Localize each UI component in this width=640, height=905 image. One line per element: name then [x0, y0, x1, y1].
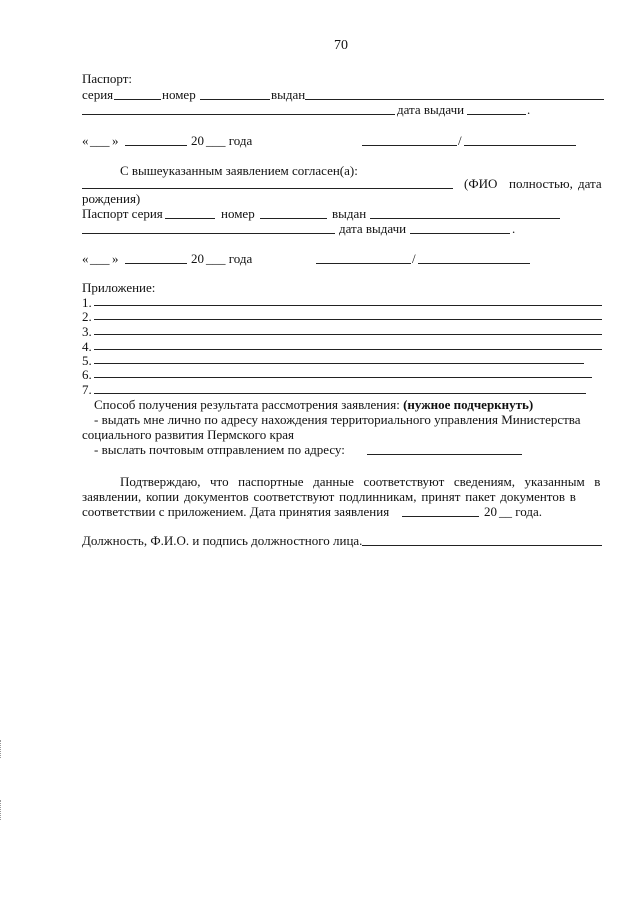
- year-prefix: 20: [484, 504, 497, 519]
- attachment-field[interactable]: [94, 349, 602, 350]
- confirmation-text: Подтверждаю, что паспортные данные соответствуют сведениям, указанным в: [120, 474, 601, 489]
- issued-by-field-continued[interactable]: [82, 114, 395, 115]
- attachment-number: 1.: [82, 295, 92, 310]
- attachment-field[interactable]: [94, 363, 584, 364]
- day-blank: ___: [90, 133, 110, 148]
- year-suffix: ___ года: [206, 133, 253, 148]
- attachment-number: 7.: [82, 382, 92, 397]
- result-method-line: [94, 397, 533, 412]
- day-blank: ___: [90, 251, 110, 266]
- attachment-field[interactable]: [94, 377, 592, 378]
- result-option-in-person[interactable]: - выдать мне лично по адресу нахождения территориального управления Министерства: [94, 412, 581, 427]
- attachment-number: 2.: [82, 309, 92, 324]
- passport-heading: Паспорт:: [82, 71, 133, 86]
- quote-close: »: [112, 133, 119, 148]
- attachment-field[interactable]: [94, 319, 602, 320]
- consent-issued-by-field-continued[interactable]: [82, 233, 335, 234]
- consent-issue-date-field[interactable]: [410, 233, 510, 234]
- consent-text: С вышеуказанным заявлением согласен(а):: [120, 163, 358, 178]
- attachment-number: 4.: [82, 339, 92, 354]
- result-method-note: (нужное подчеркнуть): [403, 397, 534, 412]
- period: .: [512, 221, 516, 236]
- fio-note: (ФИО: [464, 176, 498, 191]
- fio-note: дата: [578, 176, 602, 191]
- page-number: 70: [334, 38, 348, 53]
- result-option-in-person-cont[interactable]: социального развития Пермского края: [82, 427, 295, 442]
- scan-mark: [0, 800, 3, 820]
- issue-date-label: дата выдачи: [397, 102, 465, 117]
- attachment-field[interactable]: [94, 334, 602, 335]
- name-field[interactable]: [418, 263, 530, 264]
- year-prefix: 20: [191, 133, 204, 148]
- result-option-by-post[interactable]: - выслать почтовым отправлением по адресу:: [94, 442, 345, 457]
- number-field[interactable]: [200, 99, 270, 100]
- fio-field[interactable]: [82, 188, 453, 189]
- attachment-number: 5.: [82, 353, 92, 368]
- result-method-intro: Способ получения результата рассмотрения заявления:: [94, 397, 400, 412]
- year-prefix: 20: [191, 251, 204, 266]
- signature-field[interactable]: [316, 263, 411, 264]
- consent-number-label: номер: [221, 206, 255, 221]
- quote-open: «: [82, 133, 89, 148]
- issued-label: выдан: [271, 87, 306, 102]
- fio-note: рождения): [82, 191, 141, 206]
- official-signature-field[interactable]: [362, 545, 602, 546]
- passport-series-label: Паспорт серия: [82, 206, 163, 221]
- attachment-number: 3.: [82, 324, 92, 339]
- series-field[interactable]: [114, 99, 161, 100]
- year-suffix: __ года.: [499, 504, 543, 519]
- period: .: [527, 102, 531, 117]
- name-field[interactable]: [464, 145, 576, 146]
- quote-open: «: [82, 251, 89, 266]
- month-field[interactable]: [125, 263, 187, 264]
- signature-field[interactable]: [362, 145, 457, 146]
- month-field[interactable]: [125, 145, 187, 146]
- postal-address-field[interactable]: [367, 454, 522, 455]
- attachment-field[interactable]: [94, 393, 586, 394]
- number-label: номер: [162, 87, 196, 102]
- fio-note: полностью,: [509, 176, 573, 191]
- official-label: Должность, Ф.И.О. и подпись должностного лица.: [82, 533, 363, 548]
- slash: /: [412, 251, 416, 266]
- attachment-field[interactable]: [94, 305, 602, 306]
- consent-issued-label: выдан: [332, 206, 367, 221]
- quote-close: »: [112, 251, 119, 266]
- attachment-heading: Приложение:: [82, 280, 156, 295]
- confirmation-text: заявлении, копии документов соответствуют подлинникам, принят пакет документов в: [82, 489, 576, 504]
- consent-number-field[interactable]: [260, 218, 327, 219]
- series-label: серия: [82, 87, 114, 102]
- consent-series-field[interactable]: [165, 218, 215, 219]
- issued-by-field[interactable]: [305, 99, 604, 100]
- issue-date-field[interactable]: [467, 114, 526, 115]
- slash: /: [458, 133, 462, 148]
- consent-issued-by-field[interactable]: [370, 218, 560, 219]
- confirmation-text: соответствии с приложением. Дата принятия заявления: [82, 504, 390, 519]
- consent-issue-date-label: дата выдачи: [339, 221, 407, 236]
- scan-mark: [0, 740, 3, 758]
- acceptance-date-field[interactable]: [402, 516, 479, 517]
- year-suffix: ___ года: [206, 251, 253, 266]
- attachment-number: 6.: [82, 367, 92, 382]
